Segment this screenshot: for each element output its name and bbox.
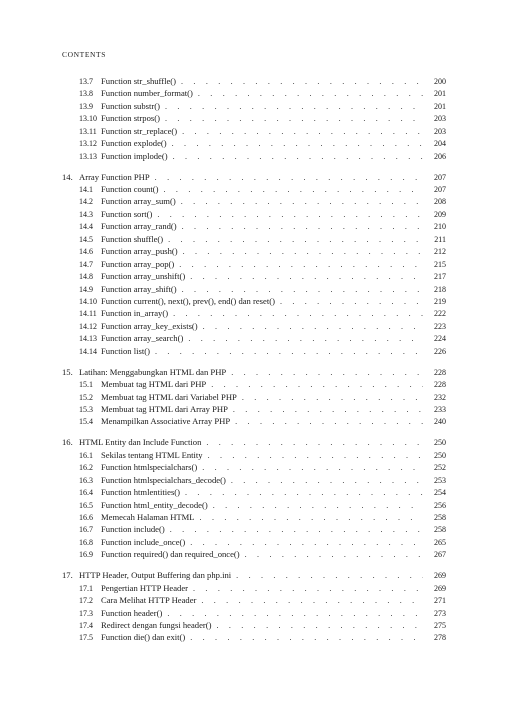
entry-number: 16.2 <box>79 463 93 473</box>
toc-section-entry[interactable] <box>62 75 446 87</box>
entry-number: 13.9 <box>79 101 93 111</box>
entry-number: 14.14 <box>79 346 97 356</box>
toc-section-entry[interactable] <box>62 150 446 162</box>
entry-title: Function shuffle() <box>101 233 164 244</box>
dot-leader <box>245 549 423 561</box>
dot-leader <box>242 392 423 404</box>
entry-number: 14.2 <box>79 197 93 207</box>
entry-number: 14.1 <box>79 185 93 194</box>
dot-leader <box>188 333 423 345</box>
entry-title: Function array_push() <box>101 246 178 257</box>
entry-page-number: 212 <box>434 247 446 257</box>
toc-section-entry[interactable] <box>62 183 446 195</box>
entry-page-number: 275 <box>434 620 446 630</box>
entry-page-number: 267 <box>434 550 446 560</box>
entry-title: Function list() <box>101 345 150 356</box>
entry-page-number: 207 <box>434 172 446 182</box>
entry-page-number: 269 <box>434 583 446 593</box>
entry-title: Cara Melihat HTTP Header <box>101 595 197 606</box>
entry-title: Function array_shift() <box>101 283 177 294</box>
entry-page-number: 271 <box>434 596 446 606</box>
entry-page-number: 228 <box>434 380 446 390</box>
dot-leader <box>231 475 423 487</box>
entry-title: HTML Entity dan Include Function <box>79 437 202 448</box>
toc-section-entry[interactable] <box>62 511 446 523</box>
toc-section-entry[interactable] <box>62 320 446 332</box>
toc-section-entry[interactable] <box>62 208 446 220</box>
entry-title: Sekilas tentang HTML Entity <box>101 449 203 460</box>
entry-number: 14.3 <box>79 209 93 219</box>
dot-leader <box>155 172 423 184</box>
dot-leader <box>213 500 423 512</box>
entry-page-number: 206 <box>434 151 446 161</box>
toc-section-entry[interactable] <box>62 245 446 257</box>
dot-leader <box>185 487 423 499</box>
entry-number: 16. <box>62 437 73 448</box>
entry-title: Function sort() <box>101 208 153 219</box>
entry-page-number: 211 <box>434 234 446 244</box>
dot-leader <box>179 259 423 271</box>
table-of-contents <box>62 75 446 644</box>
entry-number: 14.13 <box>79 334 97 344</box>
entry-title: Latihan: Menggabungkan HTML dan PHP <box>79 366 227 377</box>
entry-title: Function count() <box>101 184 159 194</box>
toc-section-entry[interactable] <box>62 391 446 403</box>
entry-title: Function die() dan exit() <box>101 632 186 643</box>
entry-number: 14.9 <box>79 284 93 294</box>
toc-section-entry[interactable] <box>62 195 446 207</box>
entry-title: Function htmlspecialchars_decode() <box>101 474 226 485</box>
entry-title: Function substr() <box>101 100 160 111</box>
entry-page-number: 258 <box>434 525 446 535</box>
entry-title: Function htmlspecialchars() <box>101 462 198 473</box>
entry-title: Redirect dengan fungsi header() <box>101 619 212 630</box>
entry-page-number: 269 <box>434 571 446 581</box>
entry-number: 17.1 <box>79 583 93 593</box>
entry-title: Array Function PHP <box>79 171 150 182</box>
dot-leader <box>172 138 423 150</box>
entry-number: 16.7 <box>79 525 93 535</box>
entry-number: 17.4 <box>79 620 93 630</box>
dot-leader <box>190 632 423 644</box>
toc-section-entry[interactable] <box>62 125 446 137</box>
entry-page-number: 210 <box>434 222 446 232</box>
entry-title: Function include_once() <box>101 536 186 547</box>
entry-number: 13.8 <box>79 89 93 99</box>
toc-section-entry[interactable] <box>62 415 446 427</box>
toc-section-entry[interactable] <box>62 100 446 112</box>
toc-section-entry[interactable] <box>62 582 446 594</box>
entry-page-number: 203 <box>434 126 446 136</box>
entry-title: Function array_sum() <box>101 196 176 207</box>
dot-leader <box>280 296 423 308</box>
entry-title: Function str_replace() <box>101 125 178 136</box>
entry-number: 13.12 <box>79 139 97 149</box>
entry-number: 16.1 <box>79 450 93 460</box>
dot-leader <box>182 126 423 138</box>
toc-section-entry[interactable] <box>62 112 446 124</box>
toc-section-entry[interactable] <box>62 258 446 270</box>
toc-section-entry[interactable] <box>62 295 446 307</box>
entry-title: Membuat tag HTML dari Variabel PHP <box>101 391 237 402</box>
entry-number: 15.3 <box>79 404 93 414</box>
entry-number: 14.8 <box>79 272 93 282</box>
toc-section-entry[interactable] <box>62 270 446 282</box>
entry-title: Function str_shuffle() <box>101 76 177 86</box>
entry-page-number: 201 <box>434 101 446 111</box>
dot-leader <box>164 184 423 196</box>
entry-number: 14.7 <box>79 259 93 269</box>
entry-title: Membuat tag HTML dari PHP <box>101 379 207 390</box>
entry-page-number: 218 <box>434 284 446 294</box>
entry-title: Function current(), next(), prev(), end() dan reset() <box>101 295 275 306</box>
toc-section-entry[interactable] <box>62 283 446 295</box>
toc-section-entry[interactable] <box>62 536 446 548</box>
entry-page-number: 217 <box>434 272 446 282</box>
dot-leader <box>198 88 423 100</box>
entry-page-number: 209 <box>434 209 446 219</box>
entry-title: Function required() dan required_once() <box>101 549 240 560</box>
dot-leader <box>216 620 423 632</box>
entry-title: Menampilkan Associative Array PHP <box>101 416 231 427</box>
entry-number: 14.5 <box>79 234 93 244</box>
dot-leader <box>155 346 423 358</box>
entry-title: Function explode() <box>101 138 167 149</box>
entry-page-number: 250 <box>434 438 446 448</box>
dot-leader <box>200 512 423 524</box>
dot-leader <box>201 595 423 607</box>
entry-title: Function include() <box>101 524 165 535</box>
dot-leader <box>193 583 423 595</box>
entry-number: 15.2 <box>79 392 93 402</box>
dot-leader <box>202 462 423 474</box>
entry-page-number: 256 <box>434 500 446 510</box>
entry-number: 17.5 <box>79 633 93 643</box>
entry-number: 14. <box>62 171 73 182</box>
entry-page-number: 278 <box>434 633 446 643</box>
dot-leader <box>231 367 423 379</box>
toc-section-entry[interactable] <box>62 137 446 149</box>
toc-section-entry[interactable] <box>62 403 446 415</box>
entry-number: 13.13 <box>79 151 97 161</box>
entry-title: Memecah Halaman HTML <box>101 511 195 522</box>
toc-section-entry[interactable] <box>62 631 446 643</box>
entry-number: 14.4 <box>79 222 93 232</box>
toc-section-entry[interactable] <box>62 220 446 232</box>
entry-number: 14.10 <box>79 296 97 306</box>
dot-leader <box>182 221 423 233</box>
entry-number: 15.4 <box>79 417 93 427</box>
dot-leader <box>236 570 423 582</box>
dot-leader <box>206 437 423 449</box>
entry-page-number: 240 <box>434 417 446 427</box>
dot-leader <box>208 450 423 462</box>
entry-page-number: 204 <box>434 139 446 149</box>
dot-leader <box>190 271 423 283</box>
entry-page-number: 265 <box>434 537 446 547</box>
entry-page-number: 222 <box>434 309 446 319</box>
running-header: CONTENTS <box>62 50 106 59</box>
dot-leader <box>170 524 423 536</box>
toc-section-entry[interactable] <box>62 233 446 245</box>
entry-page-number: 200 <box>434 77 446 86</box>
entry-number: 16.5 <box>79 500 93 510</box>
dot-leader <box>211 379 423 391</box>
toc-section-entry[interactable] <box>62 594 446 606</box>
entry-title: Function array_unshift() <box>101 271 186 282</box>
entry-number: 17.3 <box>79 608 93 618</box>
toc-section-entry[interactable] <box>62 607 446 619</box>
dot-leader <box>173 308 423 320</box>
entry-title: Function array_search() <box>101 333 184 344</box>
entry-page-number: 215 <box>434 259 446 269</box>
dot-leader <box>165 113 423 125</box>
entry-number: 13.7 <box>79 77 93 86</box>
entry-page-number: 250 <box>434 450 446 460</box>
dot-leader <box>173 151 423 163</box>
toc-section-entry[interactable] <box>62 619 446 631</box>
dot-leader <box>168 234 423 246</box>
entry-title: Function html_entity_decode() <box>101 499 208 510</box>
entry-page-number: 233 <box>434 404 446 414</box>
entry-title: Function implode() <box>101 150 168 161</box>
entry-number: 14.6 <box>79 247 93 257</box>
toc-section-entry[interactable] <box>62 474 446 486</box>
toc-section-entry[interactable] <box>62 486 446 498</box>
entry-page-number: 253 <box>434 475 446 485</box>
toc-chapter-entry[interactable] <box>62 569 446 581</box>
dot-leader <box>181 76 423 88</box>
entry-page-number: 228 <box>434 367 446 377</box>
entry-page-number: 203 <box>434 114 446 124</box>
entry-title: Function number_format() <box>101 88 193 99</box>
entry-number: 15. <box>62 366 73 377</box>
entry-title: Function array_pop() <box>101 258 175 269</box>
entry-number: 16.9 <box>79 550 93 560</box>
entry-number: 14.11 <box>79 309 97 319</box>
entry-title: Function array_key_exists() <box>101 320 198 331</box>
entry-page-number: 201 <box>434 89 446 99</box>
entry-page-number: 224 <box>434 334 446 344</box>
entry-title: Pengertian HTTP Header <box>101 582 189 593</box>
toc-section-entry[interactable] <box>62 378 446 390</box>
entry-title: Function htmlentities() <box>101 487 181 498</box>
entry-number: 15.1 <box>79 380 93 390</box>
toc-section-entry[interactable] <box>62 548 446 560</box>
entry-number: 14.12 <box>79 321 97 331</box>
entry-page-number: 258 <box>434 512 446 522</box>
toc-section-entry[interactable] <box>62 332 446 344</box>
entry-number: 16.8 <box>79 537 93 547</box>
entry-title: Function array_rand() <box>101 221 177 232</box>
entry-number: 17. <box>62 570 73 581</box>
entry-title: Membuat tag HTML dari Array PHP <box>101 403 228 414</box>
dot-leader <box>183 246 423 258</box>
toc-chapter-entry[interactable] <box>62 171 446 183</box>
entry-page-number: 232 <box>434 392 446 402</box>
dot-leader <box>165 101 423 113</box>
toc-section-entry[interactable] <box>62 87 446 99</box>
entry-number: 16.3 <box>79 475 93 485</box>
entry-number: 13.10 <box>79 114 97 124</box>
dot-leader <box>233 404 423 416</box>
entry-page-number: 207 <box>434 185 446 194</box>
entry-page-number: 208 <box>434 197 446 207</box>
dot-leader <box>181 196 423 208</box>
entry-title: HTTP Header, Output Buffering dan php.ini <box>79 570 232 581</box>
dot-leader <box>157 209 423 221</box>
entry-title: Function in_array() <box>101 308 169 319</box>
dot-leader <box>203 321 423 333</box>
dot-leader <box>235 416 423 428</box>
entry-page-number: 226 <box>434 346 446 356</box>
entry-page-number: 252 <box>434 463 446 473</box>
entry-number: 13.11 <box>79 126 97 136</box>
entry-number: 17.2 <box>79 596 93 606</box>
toc-chapter-entry[interactable] <box>62 436 446 448</box>
toc-section-entry[interactable] <box>62 523 446 535</box>
entry-page-number: 254 <box>434 488 446 498</box>
entry-title: Function strpos() <box>101 113 160 124</box>
entry-page-number: 219 <box>434 296 446 306</box>
toc-section-entry[interactable] <box>62 345 446 357</box>
entry-page-number: 223 <box>434 321 446 331</box>
toc-section-entry[interactable] <box>62 499 446 511</box>
entry-page-number: 273 <box>434 608 446 618</box>
entry-title: Function header() <box>101 607 163 618</box>
toc-section-entry[interactable] <box>62 449 446 461</box>
entry-number: 16.6 <box>79 512 93 522</box>
entry-number: 16.4 <box>79 488 93 498</box>
toc-chapter-entry[interactable] <box>62 366 446 378</box>
toc-section-entry[interactable] <box>62 461 446 473</box>
toc-section-entry[interactable] <box>62 307 446 319</box>
